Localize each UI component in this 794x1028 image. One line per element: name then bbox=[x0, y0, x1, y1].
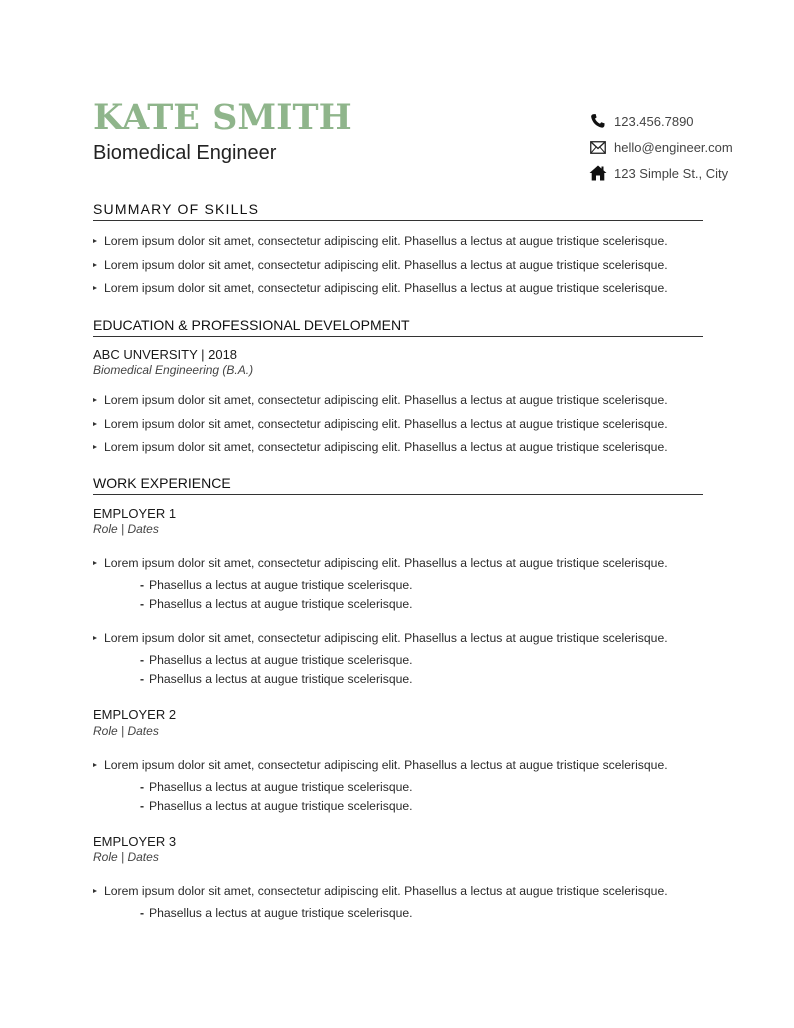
list-item: Lorem ipsum dolor sit amet, consectetur adipiscing elit. Phasellus a lectus at augue tristique scelerisque. bbox=[93, 277, 713, 301]
contact-email bbox=[588, 134, 758, 160]
list-item: Lorem ipsum dolor sit amet, consectetur adipiscing elit. Phasellus a lectus at augue tristique scelerisque. bbox=[93, 230, 713, 254]
email-text: hello@engineer.com bbox=[614, 139, 733, 155]
employer-1-list-b bbox=[93, 627, 713, 690]
list-item: Lorem ipsum dolor sit amet, consectetur adipiscing elit. Phasellus a lectus at augue tristique scelerisque. bbox=[93, 552, 713, 576]
contact-block bbox=[588, 108, 758, 186]
degree: Biomedical Engineering (B.A.) bbox=[93, 363, 254, 377]
skills-heading: SUMMARY OF SKILLS bbox=[93, 200, 703, 221]
sub-item: - Phasellus a lectus at augue tristique scelerisque. bbox=[140, 652, 413, 667]
employer-2-list bbox=[93, 754, 713, 817]
sub-item-text: Phasellus a lectus at augue tristique scelerisque. bbox=[149, 597, 413, 611]
employer-name: EMPLOYER 2 bbox=[93, 707, 177, 722]
education-heading: EDUCATION & PROFESSIONAL DEVELOPMENT bbox=[93, 316, 703, 337]
sub-item: - Phasellus a lectus at augue tristique scelerisque. bbox=[140, 779, 413, 794]
contact-phone bbox=[588, 108, 758, 134]
home-icon bbox=[588, 163, 608, 183]
sub-item: - Phasellus a lectus at augue tristique scelerisque. bbox=[140, 597, 413, 611]
list-item: Lorem ipsum dolor sit amet, consectetur adipiscing elit. Phasellus a lectus at augue tristique scelerisque. bbox=[93, 754, 713, 778]
phone-icon bbox=[588, 111, 608, 131]
sub-item-text: Phasellus a lectus at augue tristique scelerisque. bbox=[149, 799, 413, 813]
list-item: Lorem ipsum dolor sit amet, consectetur adipiscing elit. Phasellus a lectus at augue tristique scelerisque. bbox=[93, 254, 713, 278]
contact-address bbox=[588, 160, 758, 186]
email-icon bbox=[588, 137, 608, 157]
school-name: ABC UNVERSITY | 2018 bbox=[93, 347, 238, 362]
list-item: Lorem ipsum dolor sit amet, consectetur adipiscing elit. Phasellus a lectus at augue tristique scelerisque. bbox=[93, 436, 713, 460]
sub-item-text: Phasellus a lectus at augue tristique scelerisque. bbox=[149, 779, 413, 794]
sub-item-text: Phasellus a lectus at augue tristique scelerisque. bbox=[149, 652, 413, 667]
address-text: 123 Simple St., City bbox=[614, 165, 729, 181]
employer-name: EMPLOYER 3 bbox=[93, 834, 177, 849]
sub-item: - Phasellus a lectus at augue tristique scelerisque. bbox=[140, 672, 413, 686]
sub-item: - Phasellus a lectus at augue tristique scelerisque. bbox=[140, 799, 413, 813]
employer-1-list bbox=[93, 552, 713, 615]
list-item: Lorem ipsum dolor sit amet, consectetur adipiscing elit. Phasellus a lectus at augue tristique scelerisque. bbox=[93, 627, 713, 651]
employer-role: Role | Dates bbox=[93, 850, 159, 864]
sub-item-text: Phasellus a lectus at augue tristique scelerisque. bbox=[149, 577, 413, 592]
sub-item: - Phasellus a lectus at augue tristique scelerisque. bbox=[140, 905, 413, 920]
sub-item-text: Phasellus a lectus at augue tristique scelerisque. bbox=[149, 672, 413, 686]
employer-role: Role | Dates bbox=[93, 724, 159, 738]
candidate-name: KATE SMITH bbox=[93, 97, 352, 138]
employer-role: Role | Dates bbox=[93, 522, 159, 536]
job-title: Biomedical Engineer bbox=[93, 142, 277, 164]
employer-3-list bbox=[93, 880, 713, 923]
skills-list bbox=[93, 230, 713, 301]
phone-text: 123.456.7890 bbox=[614, 113, 694, 129]
list-item: Lorem ipsum dolor sit amet, consectetur adipiscing elit. Phasellus a lectus at augue tristique scelerisque. bbox=[93, 880, 713, 904]
employer-name: EMPLOYER 1 bbox=[93, 506, 177, 521]
work-heading: WORK EXPERIENCE bbox=[93, 474, 703, 495]
sub-item-text: Phasellus a lectus at augue tristique scelerisque. bbox=[149, 905, 413, 920]
list-item: Lorem ipsum dolor sit amet, consectetur adipiscing elit. Phasellus a lectus at augue tristique scelerisque. bbox=[93, 389, 713, 413]
education-list bbox=[93, 389, 713, 460]
sub-item: - Phasellus a lectus at augue tristique scelerisque. bbox=[140, 577, 413, 592]
list-item: Lorem ipsum dolor sit amet, consectetur adipiscing elit. Phasellus a lectus at augue tristique scelerisque. bbox=[93, 413, 713, 437]
